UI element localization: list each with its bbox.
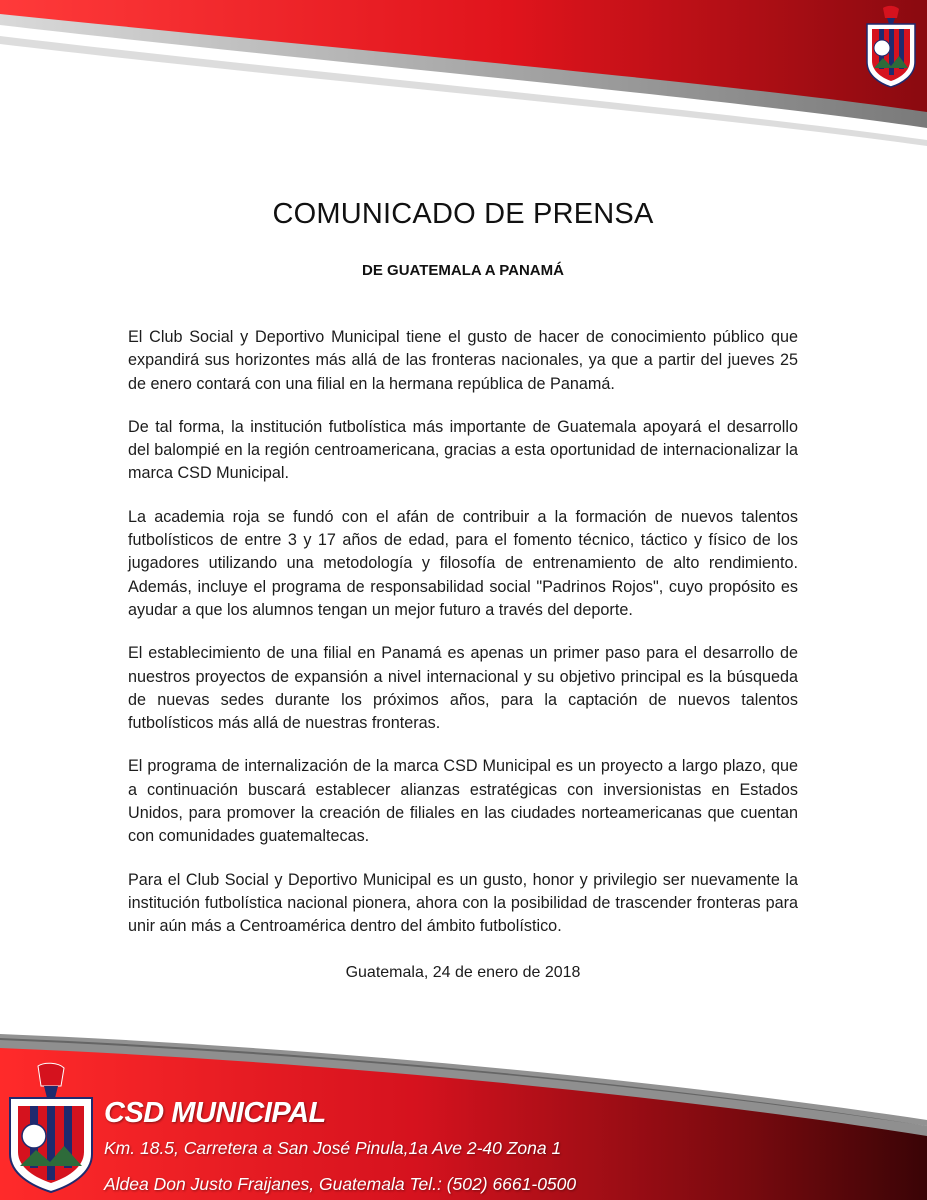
document-date: Guatemala, 24 de enero de 2018 [345, 964, 581, 981]
paragraph: La academia roja se fundó con el afán de contribuir a la formación de nuevos talentos futbolísticos de entre 3 y 17 años de edad, para el fomento técnico, táctico y físico de los jugadores utilizando una metodología y filosofía de entrenamiento de alto rendimiento. Además, incluye el programa de responsabilidad social "Padrinos Rojos", cuyo propósito es ayudar a que los alumnos tengan un mejor futuro a través del deporte. [128, 507, 798, 619]
footer-contact [104, 1097, 704, 1195]
document-subtitle: DE GUATEMALA A PANAMÁ [362, 262, 564, 279]
document-title: COMUNICADO DE PRENSA [272, 198, 654, 230]
paragraph: El establecimiento de una filial en Panamá es apenas un primer paso para el desarrollo de nuestros proyectos de expansión a nivel internacional y su objetivo principal es la búsqueda de nuevas sedes durante los próximos años, para la captación de nuevos talentos futbolísticos más allá de nuestras fronteras. [128, 644, 798, 733]
header-swoosh [0, 0, 927, 170]
address-line-2: Aldea Don Justo Fraijanes, Guatemala Tel.: (502) 6661-0500 [104, 1174, 577, 1194]
paragraph: El Club Social y Deportivo Municipal tiene el gusto de hacer de conocimiento público que expandirá sus horizontes más allá de las fronteras nacionales, ya que a partir del jueves 25 de enero contará con una filial en la hermana república de Panamá. [128, 328, 798, 393]
footer-crest-logo [4, 1062, 98, 1194]
address-line-1: Km. 18.5, Carretera a San José Pinula,1a Ave 2-40 Zona 1 [104, 1138, 562, 1158]
brand-name: CSD MUNICIPAL [104, 1097, 326, 1129]
paragraph: El programa de internalización de la marca CSD Municipal es un proyecto a largo plazo, que a continuación buscará establecer alianzas estratégicas con inversionistas en Estados Unidos, para promover la creación de filiales en las ciudades norteamericanas que cuentan con comunidades guatemaltecas. [128, 757, 798, 846]
paragraphs [128, 326, 798, 959]
club-crest-logo [861, 4, 921, 88]
paragraph: De tal forma, la institución futbolística más importante de Guatemala apoyará el desarrollo del balompié en la región centroamericana, gracias a esta oportunidad de internacionalizar la marca CSD Municipal. [128, 417, 798, 483]
paragraph: Para el Club Social y Deportivo Municipal es un gusto, honor y privilegio ser nuevamente la institución futbolística nacional pionera, ahora con la posibilidad de trascender fronteras para unir aún más a Centroamérica dentro del ámbito futbolístico. [128, 870, 798, 936]
